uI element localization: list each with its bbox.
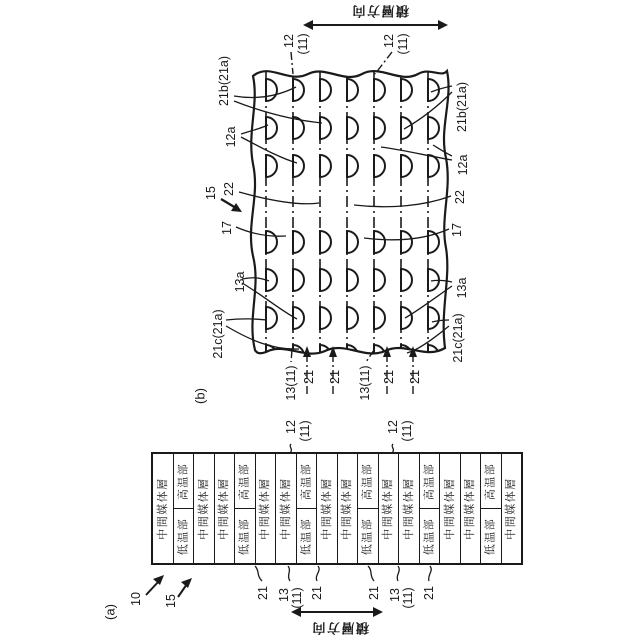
- layer-column-unit: [234, 454, 255, 563]
- cold-label: 低温部: [422, 517, 435, 555]
- ref-21-b3: 21: [381, 370, 396, 384]
- hot-label: 高温部: [176, 462, 189, 500]
- ref-11-a1: (11): [297, 420, 312, 442]
- ref-21-a1: 21: [255, 586, 270, 600]
- hot-label: 高温部: [238, 462, 251, 500]
- layer-column-medium: [316, 454, 337, 563]
- ref-12-top2: 12: [381, 34, 396, 48]
- hot-section: [358, 454, 378, 509]
- ref-21-b4: 21: [407, 370, 422, 384]
- ref-15a-arrow: [178, 578, 192, 597]
- layer-column-medium: [275, 454, 296, 563]
- ref-13-a1: 13: [276, 588, 291, 602]
- ref-17-right: 17: [449, 223, 464, 237]
- ref-12a-right: 12a: [455, 154, 470, 176]
- ref-13a-right: 13a: [454, 277, 469, 299]
- hot-label: 高温部: [361, 462, 374, 500]
- layer-column-unit: [480, 454, 501, 563]
- cold-label: 低温部: [484, 517, 497, 555]
- cold-section: [481, 509, 501, 563]
- layer-label: 中間媒体層: [504, 477, 517, 540]
- ref-11-top1: (11): [295, 33, 310, 55]
- hot-section: [174, 454, 194, 509]
- hot-label: 高温部: [299, 462, 312, 500]
- layer-label: 中間媒体層: [443, 477, 456, 540]
- layer-column-unit: [419, 454, 440, 563]
- figure-b-interior: [266, 70, 439, 367]
- layer-column-medium: [398, 454, 419, 563]
- layer-label: 中間媒体層: [279, 477, 292, 540]
- cold-section: [297, 509, 317, 563]
- layer-column-unit: [357, 454, 378, 563]
- ref-21b-right: 21b(21a): [454, 81, 469, 133]
- layer-column-medium: [193, 454, 214, 563]
- projection-bumps: [266, 79, 439, 367]
- ref-22-right: 22: [452, 190, 467, 204]
- ref-13-a2: 13: [387, 588, 402, 602]
- cold-label: 低温部: [361, 517, 374, 555]
- ref-10-label: 10: [128, 592, 143, 606]
- cold-label: 低温部: [238, 517, 251, 555]
- hot-section: [297, 454, 317, 509]
- layer-label: 中間媒体層: [197, 477, 210, 540]
- ref-12-top1: 12: [281, 34, 296, 48]
- hot-label: 高温部: [422, 462, 435, 500]
- ref-22-left: 22: [221, 182, 236, 196]
- cold-section: [358, 509, 378, 563]
- stacking-direction-arrow-a: [291, 607, 383, 617]
- stacking-direction-label-b: 積層方向: [350, 3, 410, 19]
- layer-column-medium: [439, 454, 460, 563]
- ref-12a-left: 12a: [223, 126, 238, 148]
- ref-12-a1: 12: [283, 420, 298, 434]
- ref-13a-left: 13a: [232, 271, 247, 293]
- ref-21-a4: 21: [421, 586, 436, 600]
- layer-column-medium: [501, 454, 522, 563]
- hot-section: [235, 454, 255, 509]
- layer-label: 中間媒体層: [258, 477, 271, 540]
- ref-15-label: 15: [203, 186, 218, 200]
- layer-label: 中間媒体層: [381, 477, 394, 540]
- stacking-direction-arrow-b: [303, 20, 448, 30]
- ref-15a-label: 15: [163, 594, 178, 608]
- ref-21-b2: 21: [327, 370, 342, 384]
- layer-column-unit: [173, 454, 194, 563]
- ref-21-a3: 21: [366, 586, 381, 600]
- cold-section: [174, 509, 194, 563]
- panel-label-a: (a): [102, 604, 118, 620]
- hot-section: [481, 454, 501, 509]
- ref-11-a2: (11): [399, 420, 414, 442]
- layer-label: 中間媒体層: [156, 477, 169, 540]
- layer-column-medium: [255, 454, 276, 563]
- ref-11-a4: (11): [400, 587, 415, 609]
- layer-column-medium: [153, 454, 173, 563]
- ref-12-a2: 12: [385, 420, 400, 434]
- layer-label: 中間媒体層: [402, 477, 415, 540]
- cold-label: 低温部: [176, 517, 189, 555]
- layer-label: 中間媒体層: [340, 477, 353, 540]
- layer-column-unit: [296, 454, 317, 563]
- ref-11-a3: (11): [289, 587, 304, 609]
- cold-section: [235, 509, 255, 563]
- hot-section: [420, 454, 440, 509]
- ref-11-top2: (11): [395, 33, 410, 55]
- layer-column-medium: [337, 454, 358, 563]
- ref-1311-b1: 13(11): [283, 365, 298, 401]
- layer-column-medium: [214, 454, 235, 563]
- ref-10-arrow: [146, 575, 164, 595]
- layer-label: 中間媒体層: [463, 477, 476, 540]
- stacking-direction-label-a: 積層方向: [310, 620, 370, 636]
- ref-15-arrow: [221, 199, 242, 212]
- cold-label: 低温部: [299, 517, 312, 555]
- ref-21-b1: 21: [301, 370, 316, 384]
- cold-section: [420, 509, 440, 563]
- ref-21c-right: 21c(21a): [450, 313, 465, 363]
- ref-21c-left: 21c(21a): [210, 309, 225, 359]
- ref-21-a2: 21: [309, 586, 324, 600]
- ref-17-left: 17: [219, 221, 234, 235]
- layer-column-medium: [378, 454, 399, 563]
- ref-21b-left: 21b(21a): [216, 55, 231, 107]
- panel-label-b: (b): [192, 388, 208, 404]
- layer-column-medium: [460, 454, 481, 563]
- ref-1311-b2: 13(11): [357, 365, 372, 401]
- laminated-stack: [151, 452, 523, 565]
- layer-label: 中間媒体層: [320, 477, 333, 540]
- layer-label: 中間媒体層: [217, 477, 230, 540]
- hot-label: 高温部: [484, 462, 497, 500]
